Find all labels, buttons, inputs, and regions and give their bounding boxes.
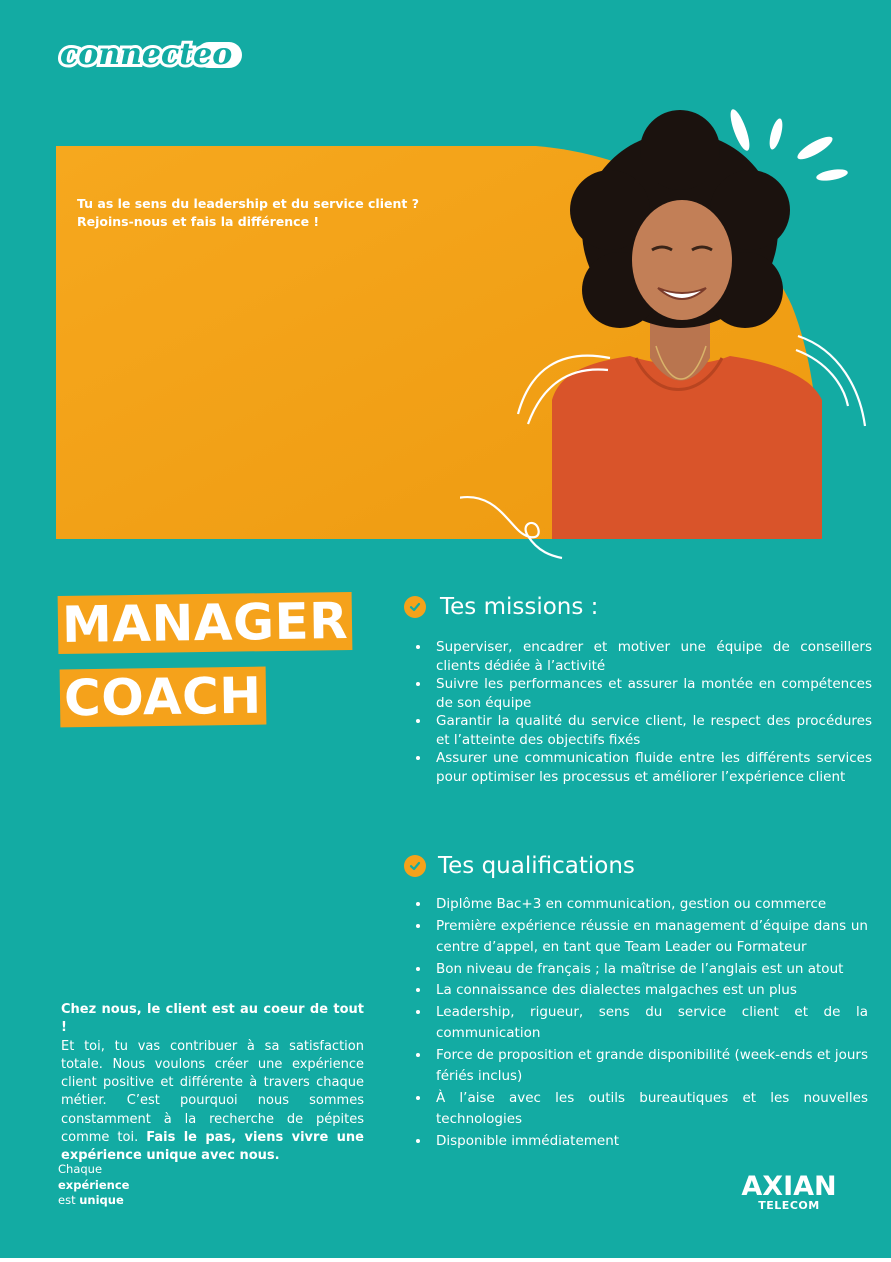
list-item: • Superviser, encadrer et motiver une équipe de conseillers clients dédiée à l’activité [431,638,872,675]
hero-headline [77,195,457,231]
qualifications-heading [404,853,635,879]
woman-portrait-image [460,100,891,560]
check-circle-icon [404,596,426,618]
list-item: • Garantir la qualité du service client, le respect des procédures et l’atteinte des objectifs fixés [431,712,872,749]
about-closing: Fais le pas, viens vivre une expérience unique avec nous. [61,1130,364,1164]
list-item: • La connaissance des dialectes malgaches est un plus [431,980,868,1002]
job-title-line-1: MANAGER [58,592,353,654]
list-item: • Suivre les performances et assurer la montée en compétences de son équipe [431,675,872,712]
logo-wordmark: connecteo [60,37,233,72]
list-item: • Assurer une communication fluide entre les différents services pour optimiser les processus et améliorer l’expérience client [431,749,872,786]
about-paragraph [61,1001,364,1166]
list-item: • Bon niveau de français ; la maîtrise de l’anglais est un atout [431,959,868,981]
list-item: • À l’aise avec les outils bureautiques et les nouvelles technologies [431,1088,868,1131]
hero-line-1: Tu as le sens du leadership et du service client ? [77,196,419,211]
tagline-line-3-bold: unique [79,1193,124,1207]
connecteo-logo [56,30,246,76]
tagline-line-3-pre: est [58,1193,76,1207]
list-item: • Première expérience réussie en management d’équipe dans un centre d’appel, en tant que Team Leader ou Formateur [431,916,868,959]
tagline-line-2: expérience [58,1177,130,1192]
tagline-line-1: Chaque [58,1162,103,1176]
about-lead: Chez nous, le client est au coeur de tout ! [61,1002,364,1036]
qualifications-list [411,894,868,1152]
list-item: • Disponible immédiatement [431,1131,868,1153]
list-item: • Diplôme Bac+3 en communication, gestion ou commerce [431,894,868,916]
axian-wordmark: AXIAN [741,1171,837,1198]
qualifications-heading-text: Tes qualifications [438,853,635,879]
tagline [58,1162,129,1209]
list-item: • Leadership, rigueur, sens du service client et de la communication [431,1002,868,1045]
missions-heading [404,594,598,620]
list-item: • Force de proposition et grande disponibilité (week-ends et jours fériés inclus) [431,1045,868,1088]
missions-list [411,638,872,786]
about-body: Et toi, tu vas contribuer à sa satisfaction totale. Nous voulons créer une expérience client positive et différente à travers chaque métier. C’est pourquoi nous sommes constamment à la recherche de pépites comme toi. [61,1038,364,1146]
axian-division: TELECOM [758,1199,820,1212]
check-circle-icon [404,855,426,877]
job-title-line-2: COACH [60,667,266,728]
axian-logo [740,1170,838,1198]
hero-line-2: Rejoins-nous et fais la différence ! [77,214,320,229]
missions-heading-text: Tes missions : [440,594,599,620]
